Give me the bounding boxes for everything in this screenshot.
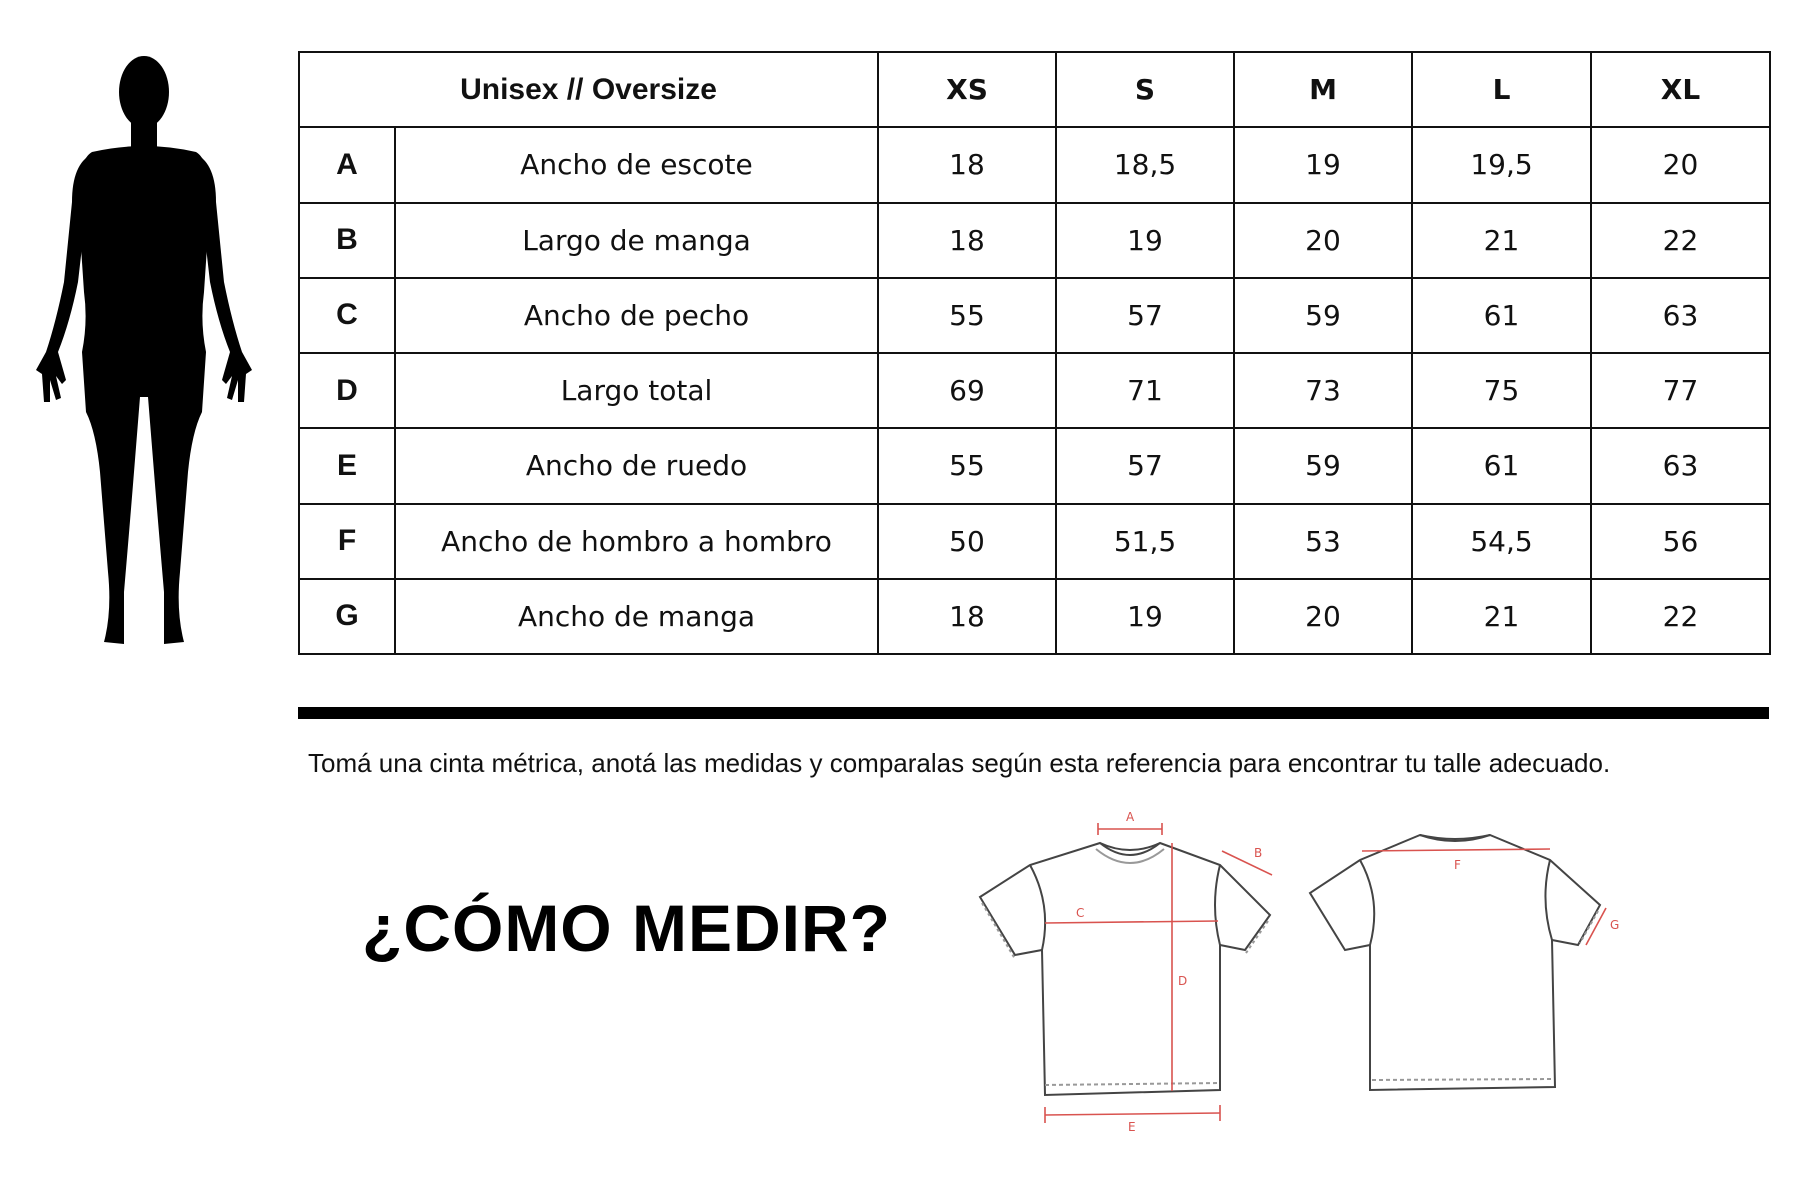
- front-tshirt-outline: [980, 843, 1270, 1095]
- cell-value: 19: [1056, 579, 1234, 654]
- cell-value: 18: [878, 127, 1056, 202]
- cell-value: 63: [1591, 428, 1770, 503]
- cell-value: 21: [1412, 203, 1591, 278]
- row-label: Largo total: [395, 353, 878, 428]
- cell-value: 50: [878, 504, 1056, 579]
- row-letter: D: [299, 353, 395, 428]
- cell-value: 73: [1234, 353, 1412, 428]
- size-header-m: M: [1234, 52, 1412, 127]
- row-letter: B: [299, 203, 395, 278]
- cell-value: 61: [1412, 278, 1591, 353]
- row-letter: G: [299, 579, 395, 654]
- cell-value: 63: [1591, 278, 1770, 353]
- measuring-instruction: Tomá una cinta métrica, anotá las medidas y comparalas según esta referencia para encontrar tu talle adecuado.: [308, 748, 1611, 778]
- row-letter: F: [299, 504, 395, 579]
- diagram-label-d: D: [1178, 974, 1188, 988]
- body-silhouette: [14, 52, 274, 652]
- size-header-xl: XL: [1591, 52, 1770, 127]
- cell-value: 77: [1591, 353, 1770, 428]
- table-row: [299, 278, 1770, 353]
- cell-value: 19: [1234, 127, 1412, 202]
- section-divider: [298, 707, 1769, 719]
- row-letter: E: [299, 428, 395, 503]
- row-label: Ancho de manga: [395, 579, 878, 654]
- table-row: [299, 428, 1770, 503]
- diagram-label-c: C: [1076, 906, 1085, 920]
- cell-value: 18,5: [1056, 127, 1234, 202]
- row-label: Ancho de ruedo: [395, 428, 878, 503]
- diagram-label-f: F: [1454, 858, 1461, 872]
- back-tshirt-outline: [1310, 835, 1600, 1090]
- size-table: [298, 51, 1771, 655]
- table-row: [299, 579, 1770, 654]
- row-label: Ancho de pecho: [395, 278, 878, 353]
- cell-value: 59: [1234, 428, 1412, 503]
- header-row: [299, 52, 1770, 127]
- table-row: [299, 504, 1770, 579]
- diagram-label-g: G: [1610, 918, 1620, 932]
- cell-value: 61: [1412, 428, 1591, 503]
- size-header-l: L: [1412, 52, 1591, 127]
- cell-value: 19: [1056, 203, 1234, 278]
- cell-value: 55: [878, 278, 1056, 353]
- cell-value: 19,5: [1412, 127, 1591, 202]
- table-row: [299, 353, 1770, 428]
- cell-value: 22: [1591, 203, 1770, 278]
- cell-value: 59: [1234, 278, 1412, 353]
- tshirt-measurement-diagram: [970, 805, 1650, 1135]
- cell-value: 71: [1056, 353, 1234, 428]
- cell-value: 18: [878, 579, 1056, 654]
- diagram-label-e: E: [1128, 1120, 1136, 1134]
- row-label: Largo de manga: [395, 203, 878, 278]
- size-header-s: S: [1056, 52, 1234, 127]
- table-row: [299, 127, 1770, 202]
- cell-value: 20: [1234, 579, 1412, 654]
- cell-value: 57: [1056, 278, 1234, 353]
- cell-value: 75: [1412, 353, 1591, 428]
- diagram-label-a: A: [1126, 810, 1135, 824]
- cell-value: 20: [1591, 127, 1770, 202]
- how-to-measure-title: ¿CÓMO MEDIR?: [362, 891, 891, 965]
- cell-value: 55: [878, 428, 1056, 503]
- cell-value: 18: [878, 203, 1056, 278]
- diagram-label-b: B: [1254, 846, 1263, 860]
- row-letter: C: [299, 278, 395, 353]
- cell-value: 54,5: [1412, 504, 1591, 579]
- size-header-xs: XS: [878, 52, 1056, 127]
- cell-value: 22: [1591, 579, 1770, 654]
- cell-value: 21: [1412, 579, 1591, 654]
- cell-value: 20: [1234, 203, 1412, 278]
- cell-value: 57: [1056, 428, 1234, 503]
- cell-value: 56: [1591, 504, 1770, 579]
- cell-value: 53: [1234, 504, 1412, 579]
- cell-value: 69: [878, 353, 1056, 428]
- cell-value: 51,5: [1056, 504, 1234, 579]
- row-label: Ancho de escote: [395, 127, 878, 202]
- table-title: Unisex // Oversize: [299, 52, 878, 127]
- table-row: [299, 203, 1770, 278]
- row-label: Ancho de hombro a hombro: [395, 504, 878, 579]
- row-letter: A: [299, 127, 395, 202]
